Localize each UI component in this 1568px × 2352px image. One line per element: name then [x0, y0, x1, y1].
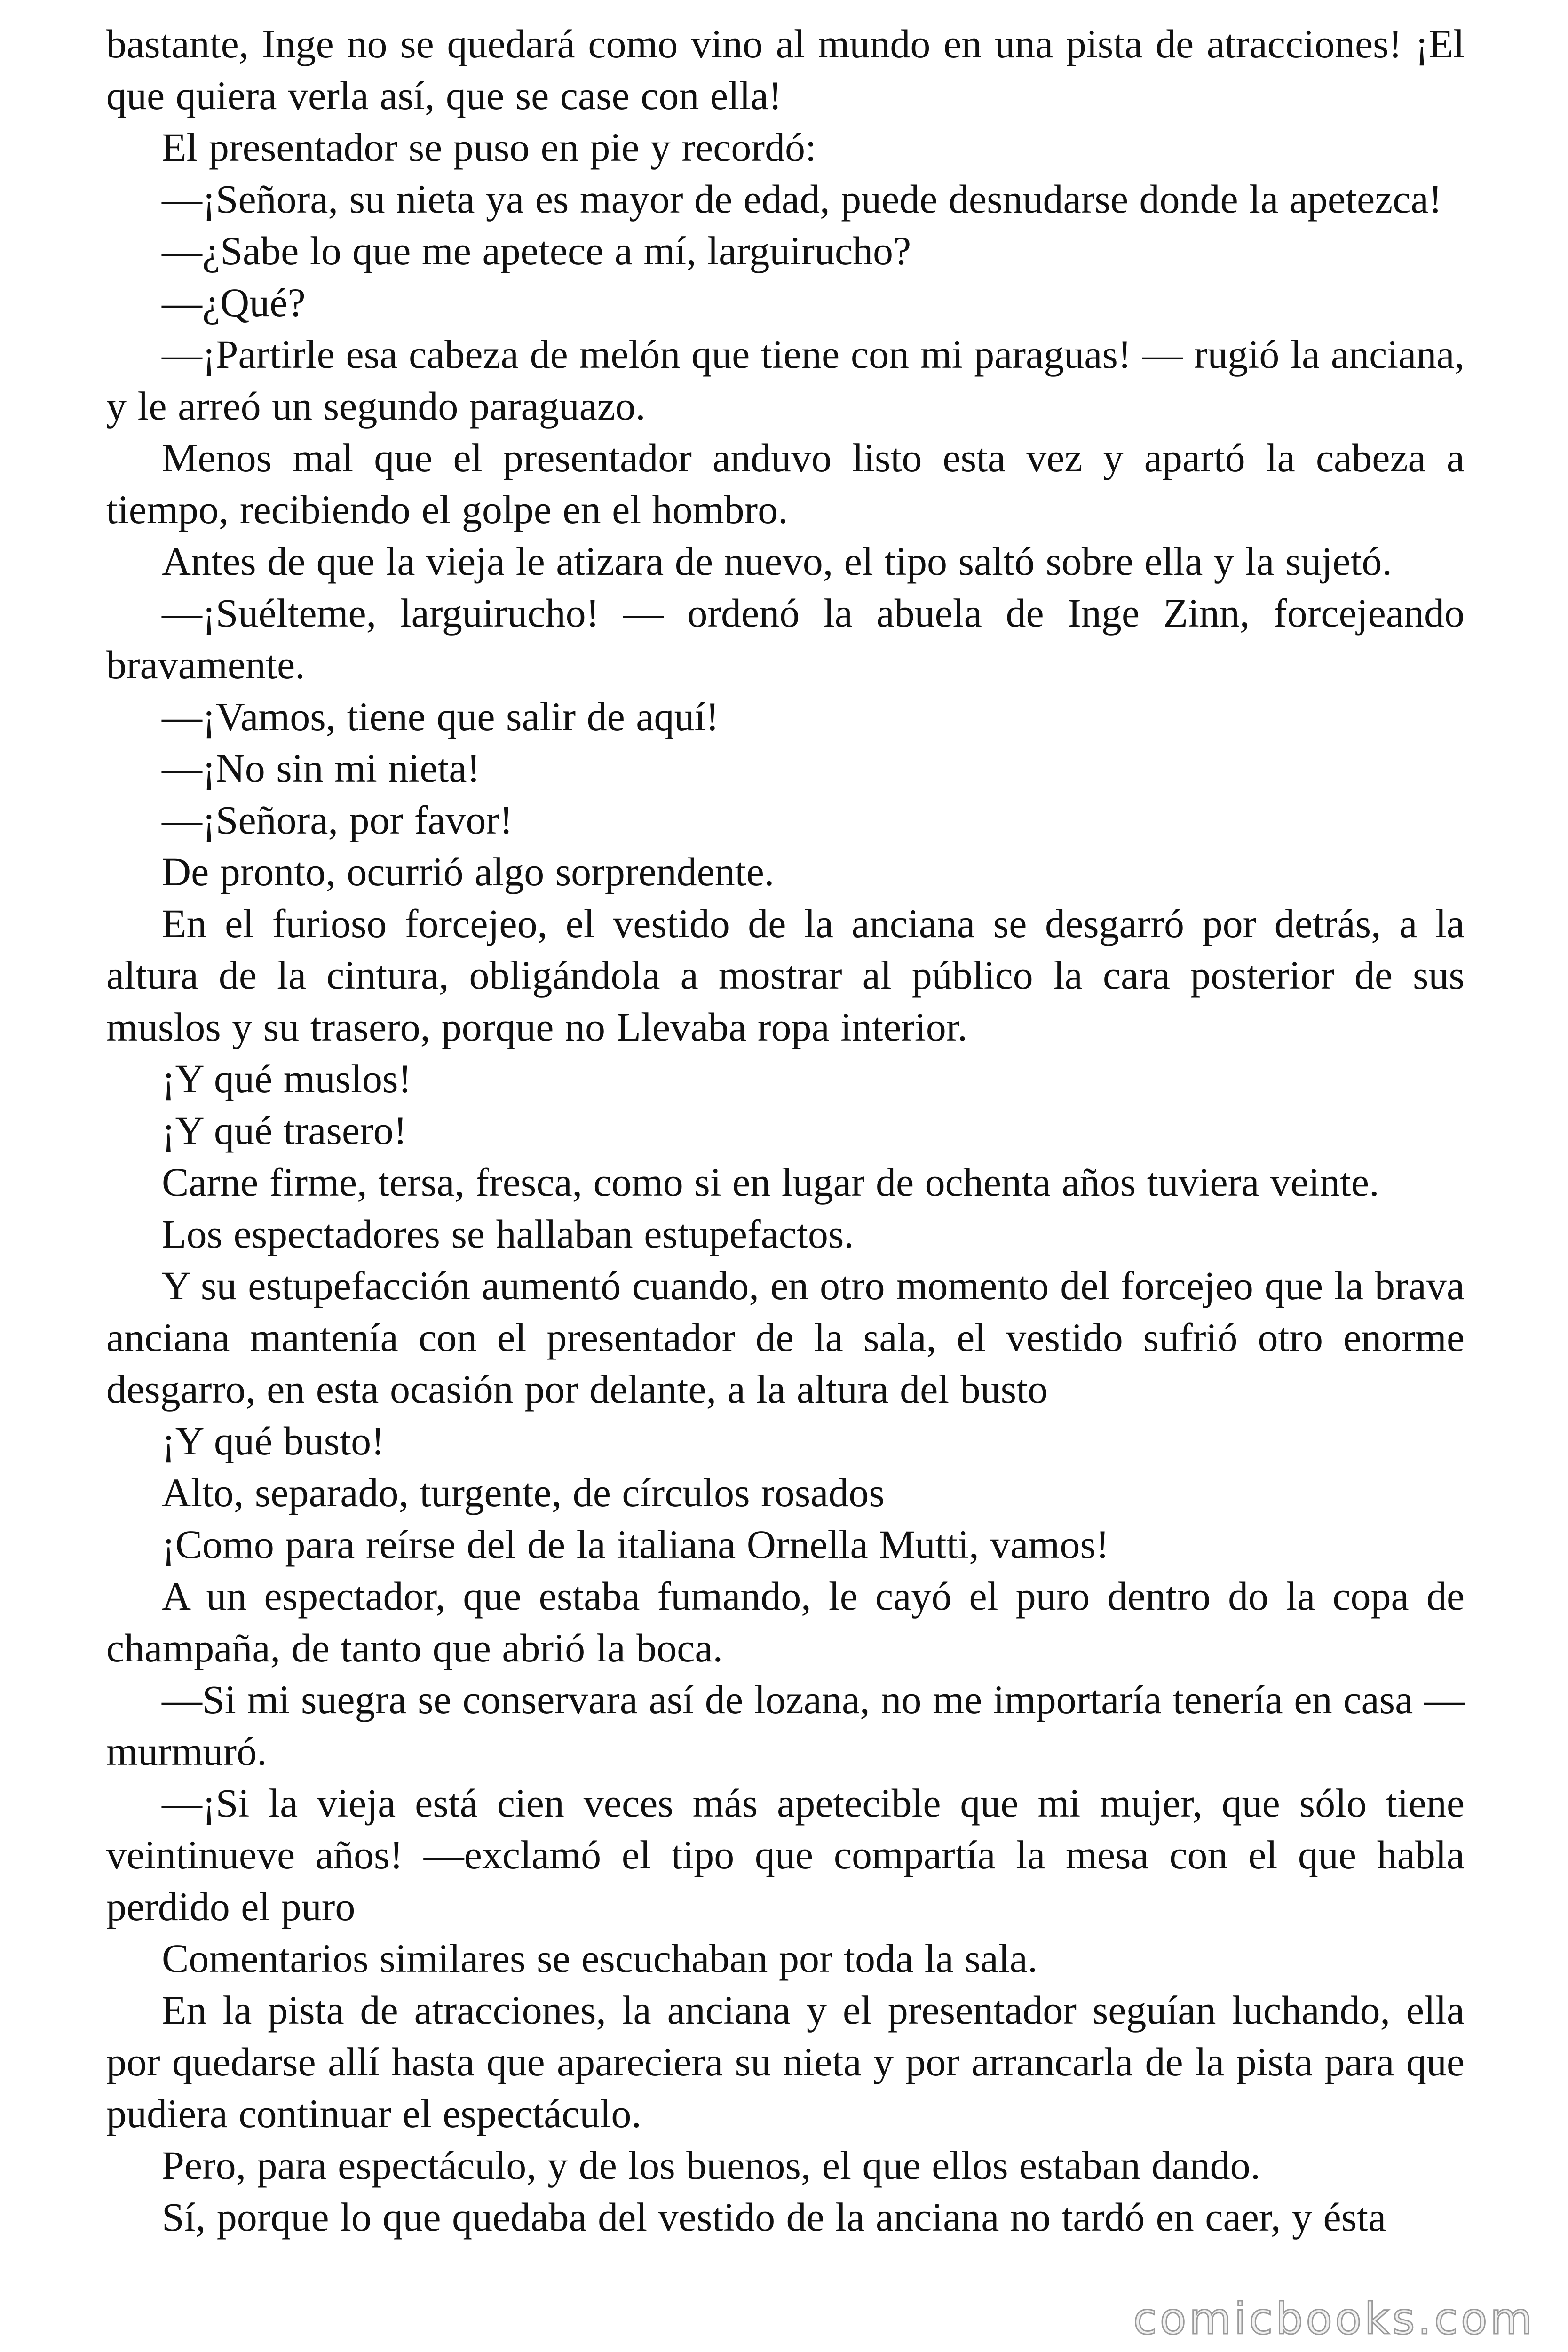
paragraph: —¡Vamos, tiene que salir de aquí! — [162, 694, 719, 739]
paragraph: Menos mal que el presentador anduvo listo esta vez y apartó la cabeza a tiempo, recibiendo el golpe en el hombro. — [106, 435, 1465, 532]
paragraph: En el furioso forcejeo, el vestido de la anciana se desgarró por detrás, a la altura de la cintura, obligándola a mostrar al público la cara posterior de sus muslos y su trasero, porque no Llevaba ropa interior. — [106, 901, 1465, 1049]
paragraph: —¡Si la vieja está cien veces más apetecible que mi mujer, que sólo tiene veintinueve años! —exclamó el tipo que compartía la mesa con el que habla perdido el puro — [106, 1780, 1465, 1929]
paragraph: Pero, para espectáculo, y de los buenos, el que ellos estaban dando. — [162, 2143, 1261, 2188]
paragraph: —¡Señora, su nieta ya es mayor de edad, puede desnudarse donde la apetezca! — [162, 176, 1442, 222]
paragraph: Comentarios similares se escuchaban por toda la sala. — [162, 1936, 1038, 1981]
paragraph: Los espectadores se hallaban estupefactos. — [162, 1211, 854, 1256]
paragraph: Y su estupefacción aumentó cuando, en otro momento del forcejeo que la brava anciana mantenía con el presentador de la sala, el vestido sufrió otro enorme desgarro, en esta ocasión por delante, a la altura del busto — [106, 1263, 1465, 1412]
paragraph: ¡Y qué trasero! — [162, 1108, 407, 1153]
paragraph: —Si mi suegra se conservara así de lozana, no me importaría tenería en casa — murmuró. — [106, 1677, 1465, 1774]
paragraph: ¡Como para reírse del de la italiana Ornella Mutti, vamos! — [162, 1522, 1109, 1567]
paragraph: —¡Partirle esa cabeza de melón que tiene con mi paraguas! — rugió la anciana, y le arreó un segundo paraguazo. — [106, 332, 1465, 429]
paragraph: En la pista de atracciones, la anciana y el presentador seguían luchando, ella por quedarse allí hasta que apareciera su nieta y por arrancarla de la pista para que pudiera continuar el espectáculo. — [106, 1987, 1465, 2136]
paragraph: Antes de que la vieja le atizara de nuevo, el tipo saltó sobre ella y la sujetó. — [162, 539, 1392, 584]
paragraph: —¿Qué? — [162, 280, 306, 325]
paragraph: —¡No sin mi nieta! — [162, 746, 481, 791]
page-body — [106, 18, 1465, 2243]
paragraph: ¡Y qué muslos! — [162, 1056, 412, 1101]
watermark-logo: comicbooks.com — [1133, 2294, 1535, 2344]
paragraph: ¡Y qué busto! — [162, 1418, 385, 1463]
paragraph: A un espectador, que estaba fumando, le cayó el puro dentro do la copa de champaña, de tanto que abrió la boca. — [106, 1573, 1465, 1670]
paragraph: —¿Sabe lo que me apetece a mí, larguirucho? — [162, 228, 911, 273]
paragraph: De pronto, ocurrió algo sorprendente. — [162, 849, 775, 894]
paragraph: Sí, porque lo que quedaba del vestido de la anciana no tardó en caer, y ésta — [162, 2194, 1386, 2240]
paragraph: Carne firme, tersa, fresca, como si en lugar de ochenta años tuviera veinte. — [162, 1160, 1379, 1205]
paragraph: Alto, separado, turgente, de círculos rosados — [162, 1470, 885, 1515]
paragraph: El presentador se puso en pie y recordó: — [162, 125, 816, 170]
paragraph: —¡Señora, por favor! — [162, 797, 513, 842]
paragraph: —¡Suélteme, larguirucho! — ordenó la abuela de Inge Zinn, forcejeando bravamente. — [106, 590, 1465, 687]
paragraph: bastante, Inge no se quedará como vino al mundo en una pista de atracciones! ¡El que quiera verla así, que se case con ella! — [106, 21, 1465, 118]
